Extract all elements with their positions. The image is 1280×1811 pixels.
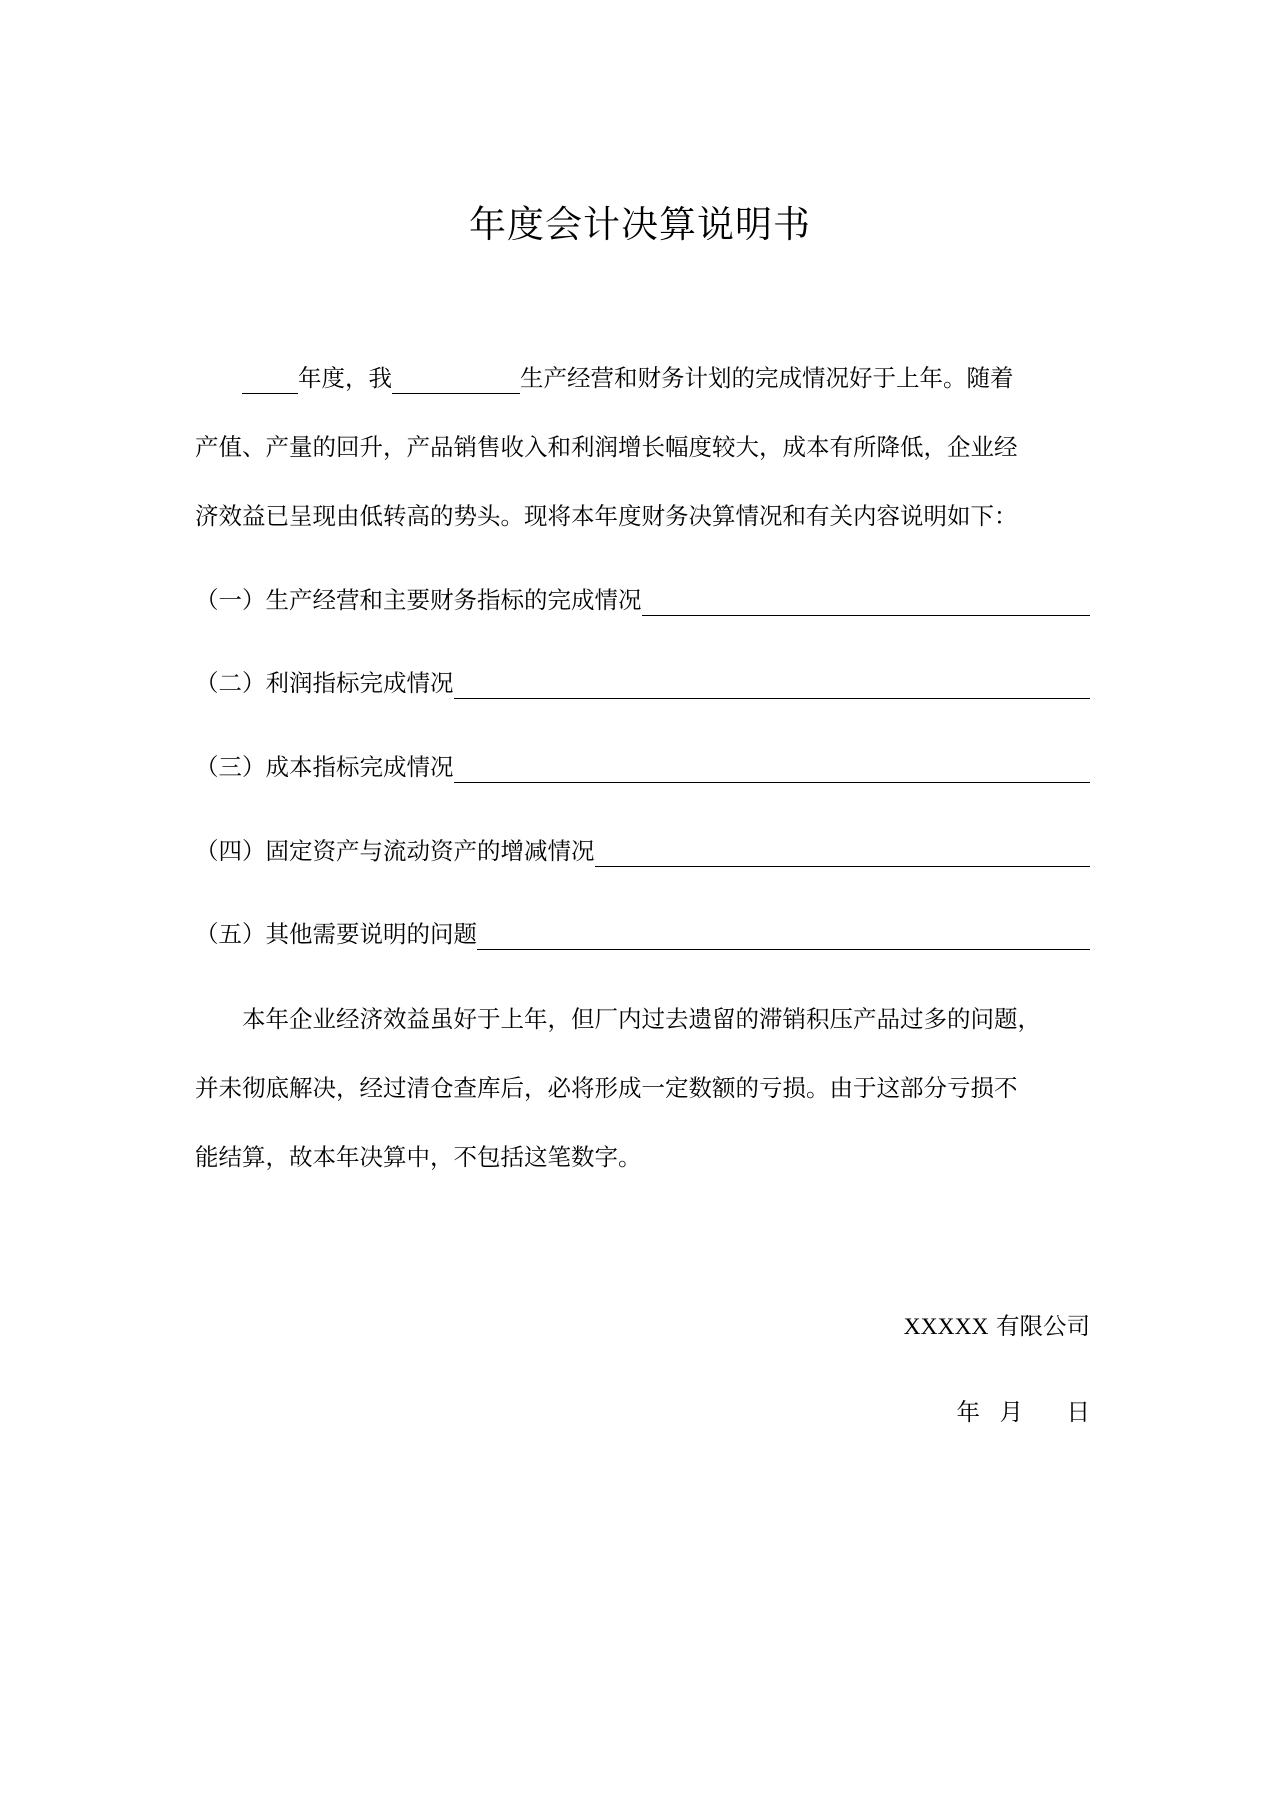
section-3-blank-field[interactable] [454,758,1091,783]
section-4-blank-field[interactable] [595,842,1091,867]
section-1-label: （一）生产经营和主要财务指标的完成情况 [195,586,642,614]
intro-text-part2: 生产经营和财务计划的完成情况好于上年。随着 [520,364,1014,392]
intro-text-part1: 年度，我 [298,364,392,392]
section-1 [195,584,1090,616]
signature-date [957,1396,1090,1428]
section-5 [195,918,1090,950]
date-year-label: 年 [956,1398,981,1426]
section-1-blank-field[interactable] [642,591,1091,616]
closing-line-2: 并未彻底解决，经过清仓查库后，必将形成一定数额的亏损。由于这部分亏损不 [195,1074,1018,1102]
section-2-label: （二）利润指标完成情况 [195,669,454,697]
section-2-blank-field[interactable] [454,674,1091,699]
date-day-label: 日 [1066,1398,1090,1426]
date-month-label: 月 [999,1398,1024,1426]
section-4 [195,835,1090,867]
year-blank-field[interactable] [242,369,298,394]
closing-line-3: 能结算，故本年决算中，不包括这笔数字。 [195,1143,642,1171]
company-signature [904,1310,1090,1343]
company-name-placeholder: XXXXX [903,1314,989,1340]
intro-line-3: 济效益已呈现由低转高的势头。现将本年度财务决算情况和有关内容说明如下： [195,502,1018,530]
closing-line-1: 本年企业经济效益虽好于上年，但厂内过去遗留的滞销积压产品过多的问题， [242,1005,1041,1033]
section-3-label: （三）成本指标完成情况 [195,753,454,781]
company-suffix: 有限公司 [996,1312,1090,1340]
section-5-label: （五）其他需要说明的问题 [195,920,477,948]
intro-line-2: 产值、产量的回升，产品销售收入和利润增长幅度较大，成本有所降低，企业经 [195,433,1018,461]
intro-line-1 [195,362,1137,394]
document-title: 年度会计决算说明书 [469,203,811,246]
section-4-label: （四）固定资产与流动资产的增减情况 [195,837,595,865]
company-blank-field[interactable] [392,369,520,394]
section-5-blank-field[interactable] [477,925,1090,950]
section-2 [195,667,1090,699]
section-3 [195,751,1090,783]
